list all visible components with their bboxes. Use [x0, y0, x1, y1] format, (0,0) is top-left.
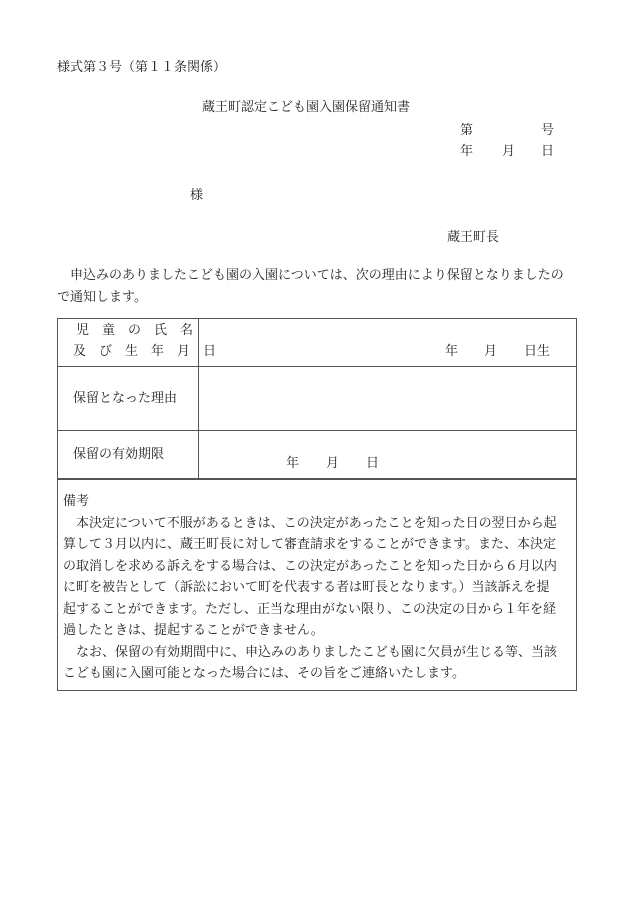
form-number-label: 様式第３号（第１１条関係）: [57, 60, 227, 75]
expiry-label: 保留の有効期限: [73, 447, 165, 462]
date-month: 月: [502, 144, 516, 159]
table-row-divider: [57, 430, 577, 431]
date-year: 年: [460, 144, 474, 159]
intro-line: 申込みのありましたこども園の入園については、次の理由により保留となりましたの: [70, 268, 564, 283]
remarks-line: 起することができます。ただし、正当な理由がない限り、この決定の日から１年を経: [63, 601, 556, 617]
birth-day: 日生: [524, 344, 551, 359]
expiry-day: 日: [366, 456, 380, 471]
reason-label: 保留となった理由: [73, 391, 178, 406]
birth-year: 年: [445, 344, 459, 359]
number-suffix: 号: [541, 123, 555, 138]
expiry-month: 月: [326, 456, 340, 471]
remarks-line: 本決定について不服があるときは、この決定があったことを知った日の翌日から起: [76, 515, 557, 531]
intro-paragraph: [57, 265, 577, 308]
table-column-divider: [198, 318, 199, 479]
issuer: 蔵王町長: [447, 230, 500, 245]
table-row-divider: [57, 366, 577, 367]
remarks-line: こども園に入園可能となった場合には、その旨をご連絡いたします。: [63, 666, 465, 681]
birth-month: 月: [484, 344, 498, 359]
birthdate-label: 及 び 生 年 月 日: [73, 344, 217, 359]
remarks-line: の取消しを求める訴えをする場合は、この決定があったことを知った日から６月以内: [63, 558, 557, 574]
number-prefix: 第: [460, 123, 474, 138]
expiry-year: 年: [286, 456, 300, 471]
remarks-line: に町を被告として（訴訟において町を代表する者は町長となります。）当該訴えを提: [63, 580, 550, 595]
remarks-line: なお、保留の有効期間中に、申込みのありましたこども園に欠員が生じる等、当該: [76, 644, 558, 660]
remarks-heading: 備考: [63, 494, 90, 509]
document-title: 蔵王町認定こども園入園保留通知書: [202, 100, 411, 115]
intro-line: で通知します。: [57, 289, 147, 305]
child-name-label: 児 童 の 氏 名: [76, 323, 194, 338]
addressee-suffix: 様: [190, 188, 204, 203]
remarks-content: [63, 491, 573, 685]
remarks-line: 過したときは、提起することができません。: [63, 623, 324, 638]
remarks-line: 算して３月以内に、蔵王町長に対して審査請求をすることができます。また、本決定: [63, 537, 556, 552]
date-day: 日: [541, 144, 555, 159]
